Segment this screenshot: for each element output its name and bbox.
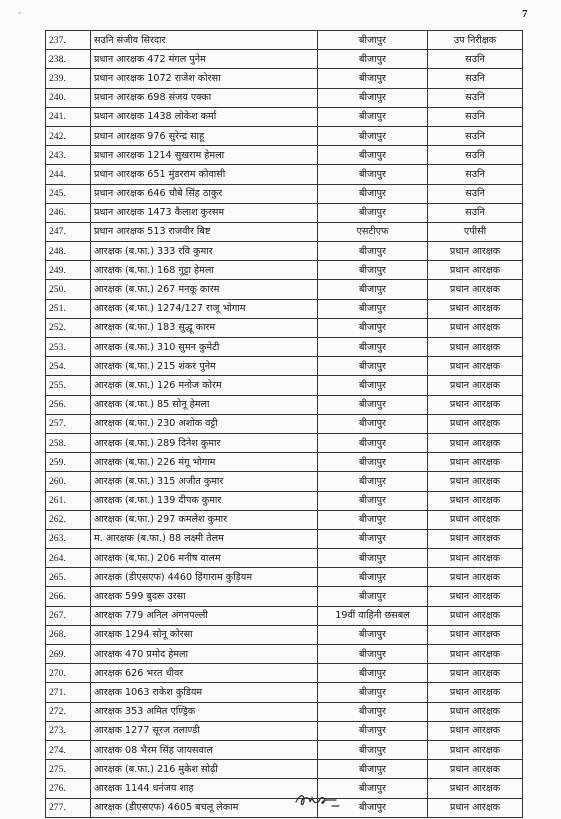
- unit-cell: बीजापुर: [318, 50, 428, 69]
- promotion-table: [45, 30, 523, 818]
- table-row: [46, 414, 523, 433]
- table-row: [46, 683, 523, 702]
- serial-cell: 244.: [46, 165, 91, 184]
- table-row: [46, 491, 523, 510]
- unit-cell: बीजापुर: [318, 165, 428, 184]
- rank-cell: प्रधान आरक्षक: [428, 549, 523, 568]
- rank-cell: सउनि: [428, 126, 523, 145]
- rank-cell: प्रधान आरक्षक: [428, 529, 523, 548]
- table-row: [46, 31, 523, 50]
- name-cell: आरक्षक (ब.फा.) 333 रवि कुमार: [91, 242, 318, 261]
- rank-cell: प्रधान आरक्षक: [428, 414, 523, 433]
- table-row: [46, 779, 523, 798]
- table-row: [46, 88, 523, 107]
- serial-cell: 260.: [46, 472, 91, 491]
- rank-cell: प्रधान आरक्षक: [428, 357, 523, 376]
- rank-cell: प्रधान आरक्षक: [428, 261, 523, 280]
- rank-cell: प्रधान आरक्षक: [428, 664, 523, 683]
- serial-cell: 272.: [46, 702, 91, 721]
- rank-cell: सउनि: [428, 107, 523, 126]
- table-row: [46, 433, 523, 452]
- unit-cell: बीजापुर: [318, 664, 428, 683]
- name-cell: सउनि संजीव सिरदार: [91, 31, 318, 50]
- rank-cell: सउनि: [428, 146, 523, 165]
- serial-cell: 239.: [46, 69, 91, 88]
- unit-cell: बीजापुर: [318, 31, 428, 50]
- name-cell: प्रधान आरक्षक 1473 कैलाश कुरसम: [91, 203, 318, 222]
- rank-cell: सउनि: [428, 69, 523, 88]
- unit-cell: बीजापुर: [318, 625, 428, 644]
- serial-cell: 237.: [46, 31, 91, 50]
- name-cell: आरक्षक 1294 सोनू कोरसा: [91, 625, 318, 644]
- unit-cell: बीजापुर: [318, 126, 428, 145]
- table-row: [46, 760, 523, 779]
- table-row: [46, 299, 523, 318]
- unit-cell: बीजापुर: [318, 529, 428, 548]
- unit-cell: बीजापुर: [318, 395, 428, 414]
- name-cell: प्रधान आरक्षक 1438 लोकेश कर्मा: [91, 107, 318, 126]
- rank-cell: प्रधान आरक्षक: [428, 491, 523, 510]
- unit-cell: बीजापुर: [318, 683, 428, 702]
- table-row: [46, 222, 523, 241]
- unit-cell: बीजापुर: [318, 798, 428, 817]
- serial-cell: 257.: [46, 414, 91, 433]
- table-row: [46, 529, 523, 548]
- unit-cell: बीजापुर: [318, 107, 428, 126]
- table-body: [46, 31, 523, 818]
- table-row: [46, 146, 523, 165]
- unit-cell: बीजापुर: [318, 433, 428, 452]
- name-cell: आरक्षक (ब.फा.) 126 मनोज कोरम: [91, 376, 318, 395]
- serial-cell: 249.: [46, 261, 91, 280]
- name-cell: आरक्षक 1277 सूरज तलाण्डी: [91, 721, 318, 740]
- unit-cell: बीजापुर: [318, 146, 428, 165]
- serial-cell: 261.: [46, 491, 91, 510]
- name-cell: आरक्षक (ब.फा.) 267 मनकू कारम: [91, 280, 318, 299]
- serial-cell: 264.: [46, 549, 91, 568]
- unit-cell: बीजापुर: [318, 338, 428, 357]
- rank-cell: प्रधान आरक्षक: [428, 318, 523, 337]
- table-row: [46, 261, 523, 280]
- serial-cell: 243.: [46, 146, 91, 165]
- unit-cell: बीजापुर: [318, 740, 428, 759]
- table-row: [46, 510, 523, 529]
- corner-mark: -: [18, 8, 22, 18]
- serial-cell: 242.: [46, 126, 91, 145]
- serial-cell: 277.: [46, 798, 91, 817]
- unit-cell: बीजापुर: [318, 376, 428, 395]
- serial-cell: 256.: [46, 395, 91, 414]
- serial-cell: 275.: [46, 760, 91, 779]
- name-cell: आरक्षक (ब.फा.) 85 सोनू हेमला: [91, 395, 318, 414]
- unit-cell: बीजापुर: [318, 242, 428, 261]
- rank-cell: प्रधान आरक्षक: [428, 299, 523, 318]
- name-cell: आरक्षक 599 बुदरू उरसा: [91, 587, 318, 606]
- unit-cell: बीजापुर: [318, 587, 428, 606]
- table-row: [46, 184, 523, 203]
- table-row: [46, 587, 523, 606]
- unit-cell: बीजापुर: [318, 760, 428, 779]
- unit-cell: बीजापुर: [318, 549, 428, 568]
- name-cell: आरक्षक (ब.फा.) 216 मुकेश सोढ़ी: [91, 760, 318, 779]
- unit-cell: बीजापुर: [318, 453, 428, 472]
- unit-cell: बीजापुर: [318, 702, 428, 721]
- rank-cell: सउनि: [428, 88, 523, 107]
- table-row: [46, 606, 523, 625]
- rank-cell: प्रधान आरक्षक: [428, 472, 523, 491]
- unit-cell: बीजापुर: [318, 184, 428, 203]
- name-cell: आरक्षक (ब.फा.) 206 मनीष वालम: [91, 549, 318, 568]
- rank-cell: प्रधान आरक्षक: [428, 242, 523, 261]
- table-row: [46, 798, 523, 817]
- table-row: [46, 472, 523, 491]
- unit-cell: बीजापुर: [318, 414, 428, 433]
- rank-cell: प्रधान आरक्षक: [428, 376, 523, 395]
- table-row: [46, 126, 523, 145]
- serial-cell: 269.: [46, 645, 91, 664]
- serial-cell: 274.: [46, 740, 91, 759]
- serial-cell: 265.: [46, 568, 91, 587]
- name-cell: आरक्षक (ब.फा.) 183 सुद्धू कारम: [91, 318, 318, 337]
- table-row: [46, 50, 523, 69]
- name-cell: आरक्षक (ब.फा.) 315 अजीत कुमार: [91, 472, 318, 491]
- serial-cell: 250.: [46, 280, 91, 299]
- rank-cell: प्रधान आरक्षक: [428, 453, 523, 472]
- table-row: [46, 453, 523, 472]
- serial-cell: 252.: [46, 318, 91, 337]
- serial-cell: 247.: [46, 222, 91, 241]
- table-row: [46, 549, 523, 568]
- unit-cell: बीजापुर: [318, 779, 428, 798]
- table-row: [46, 721, 523, 740]
- unit-cell: बीजापुर: [318, 510, 428, 529]
- name-cell: प्रधान आरक्षक 646 चौबे सिंह ठाकुर: [91, 184, 318, 203]
- name-cell: आरक्षक 08 भैरम सिंह जायसवाल: [91, 740, 318, 759]
- name-cell: आरक्षक (डीएसएफ) 4460 हिंगाराम कुड़ियम: [91, 568, 318, 587]
- unit-cell: बीजापुर: [318, 721, 428, 740]
- table-row: [46, 395, 523, 414]
- serial-cell: 255.: [46, 376, 91, 395]
- serial-cell: 263.: [46, 529, 91, 548]
- unit-cell: 19वीं वाहिनी छसबल: [318, 606, 428, 625]
- serial-cell: 238.: [46, 50, 91, 69]
- name-cell: आरक्षक (ब.फा.) 226 मंगू भोगाम: [91, 453, 318, 472]
- name-cell: आरक्षक (ब.फा.) 139 दीपक कुमार: [91, 491, 318, 510]
- unit-cell: बीजापुर: [318, 203, 428, 222]
- name-cell: आरक्षक 1144 धनंजय शाह: [91, 779, 318, 798]
- unit-cell: बीजापुर: [318, 357, 428, 376]
- rank-cell: प्रधान आरक्षक: [428, 798, 523, 817]
- serial-cell: 259.: [46, 453, 91, 472]
- serial-cell: 240.: [46, 88, 91, 107]
- name-cell: आरक्षक (ब.फा.) 289 दिनेश कुमार: [91, 433, 318, 452]
- table-row: [46, 625, 523, 644]
- name-cell: प्रधान आरक्षक 1072 राजेश कोरसा: [91, 69, 318, 88]
- rank-cell: सउनि: [428, 184, 523, 203]
- name-cell: आरक्षक (ब.फा.) 1274/127 राजू भोगाम: [91, 299, 318, 318]
- serial-cell: 271.: [46, 683, 91, 702]
- serial-cell: 245.: [46, 184, 91, 203]
- name-cell: आरक्षक 626 भरत धीवर: [91, 664, 318, 683]
- table-row: [46, 69, 523, 88]
- name-cell: आरक्षक (ब.फा.) 215 शंकर पुनेम: [91, 357, 318, 376]
- rank-cell: प्रधान आरक्षक: [428, 338, 523, 357]
- rank-cell: प्रधान आरक्षक: [428, 433, 523, 452]
- name-cell: म. आरक्षक (ब.फा.) 88 लक्ष्मी तेलम: [91, 529, 318, 548]
- unit-cell: बीजापुर: [318, 69, 428, 88]
- table-row: [46, 107, 523, 126]
- rank-cell: प्रधान आरक्षक: [428, 740, 523, 759]
- table-row: [46, 740, 523, 759]
- rank-cell: उप निरीक्षक: [428, 31, 523, 50]
- serial-cell: 253.: [46, 338, 91, 357]
- serial-cell: 270.: [46, 664, 91, 683]
- rank-cell: प्रधान आरक्षक: [428, 568, 523, 587]
- name-cell: आरक्षक 1063 राकेश कुडियम: [91, 683, 318, 702]
- rank-cell: प्रधान आरक्षक: [428, 280, 523, 299]
- rank-cell: प्रधान आरक्षक: [428, 395, 523, 414]
- name-cell: प्रधान आरक्षक 651 मुंडरराम कोवासी: [91, 165, 318, 184]
- name-cell: आरक्षक (ब.फा.) 168 गुट्टा हेमला: [91, 261, 318, 280]
- table-row: [46, 376, 523, 395]
- signature-icon: [292, 790, 356, 812]
- table-row: [46, 203, 523, 222]
- table-row: [46, 242, 523, 261]
- rank-cell: सउनि: [428, 165, 523, 184]
- table-row: [46, 280, 523, 299]
- unit-cell: बीजापुर: [318, 472, 428, 491]
- serial-cell: 246.: [46, 203, 91, 222]
- rank-cell: प्रधान आरक्षक: [428, 683, 523, 702]
- table-row: [46, 318, 523, 337]
- name-cell: आरक्षक (ब.फा.) 230 अशोक वट्टी: [91, 414, 318, 433]
- unit-cell: एसटीएफ: [318, 222, 428, 241]
- name-cell: प्रधान आरक्षक 472 मंगल पुनेम: [91, 50, 318, 69]
- serial-cell: 273.: [46, 721, 91, 740]
- serial-cell: 268.: [46, 625, 91, 644]
- unit-cell: बीजापुर: [318, 318, 428, 337]
- unit-cell: बीजापुर: [318, 280, 428, 299]
- rank-cell: प्रधान आरक्षक: [428, 760, 523, 779]
- rank-cell: प्रधान आरक्षक: [428, 510, 523, 529]
- rank-cell: प्रधान आरक्षक: [428, 702, 523, 721]
- unit-cell: बीजापुर: [318, 88, 428, 107]
- unit-cell: बीजापुर: [318, 261, 428, 280]
- table-row: [46, 165, 523, 184]
- rank-cell: सउनि: [428, 50, 523, 69]
- rank-cell: प्रधान आरक्षक: [428, 645, 523, 664]
- rank-cell: प्रधान आरक्षक: [428, 625, 523, 644]
- table-row: [46, 338, 523, 357]
- serial-cell: 248.: [46, 242, 91, 261]
- rank-cell: प्रधान आरक्षक: [428, 606, 523, 625]
- table-row: [46, 357, 523, 376]
- name-cell: आरक्षक 470 प्रमोद हेमला: [91, 645, 318, 664]
- rank-cell: सउनि: [428, 203, 523, 222]
- unit-cell: बीजापुर: [318, 568, 428, 587]
- table-row: [46, 664, 523, 683]
- serial-cell: 267.: [46, 606, 91, 625]
- unit-cell: बीजापुर: [318, 299, 428, 318]
- serial-cell: 254.: [46, 357, 91, 376]
- table-row: [46, 702, 523, 721]
- table-row: [46, 568, 523, 587]
- name-cell: प्रधान आरक्षक 513 राजवीर बिष्ट: [91, 222, 318, 241]
- page-number: 7: [522, 8, 528, 20]
- name-cell: आरक्षक 779 अनिल अंगनपल्ली: [91, 606, 318, 625]
- rank-cell: प्रधान आरक्षक: [428, 779, 523, 798]
- rank-cell: प्रधान आरक्षक: [428, 587, 523, 606]
- table-row: [46, 645, 523, 664]
- name-cell: प्रधान आरक्षक 1214 सुखराम हेमला: [91, 146, 318, 165]
- rank-cell: प्रधान आरक्षक: [428, 721, 523, 740]
- name-cell: प्रधान आरक्षक 976 सुरेन्द्र साहू: [91, 126, 318, 145]
- rank-cell: एपीसी: [428, 222, 523, 241]
- serial-cell: 276.: [46, 779, 91, 798]
- name-cell: आरक्षक 353 अमित एण्ड्रिक: [91, 702, 318, 721]
- name-cell: आरक्षक (ब.फा.) 310 सुमन कुमेटी: [91, 338, 318, 357]
- name-cell: आरक्षक (ब.फा.) 297 कमलेश कुमार: [91, 510, 318, 529]
- serial-cell: 241.: [46, 107, 91, 126]
- serial-cell: 266.: [46, 587, 91, 606]
- name-cell: प्रधान आरक्षक 698 संजय एक्का: [91, 88, 318, 107]
- name-cell: आरक्षक (डीएसएफ) 4605 बचलू लेकाम: [91, 798, 318, 817]
- serial-cell: 262.: [46, 510, 91, 529]
- serial-cell: 258.: [46, 433, 91, 452]
- unit-cell: बीजापुर: [318, 491, 428, 510]
- serial-cell: 251.: [46, 299, 91, 318]
- unit-cell: बीजापुर: [318, 645, 428, 664]
